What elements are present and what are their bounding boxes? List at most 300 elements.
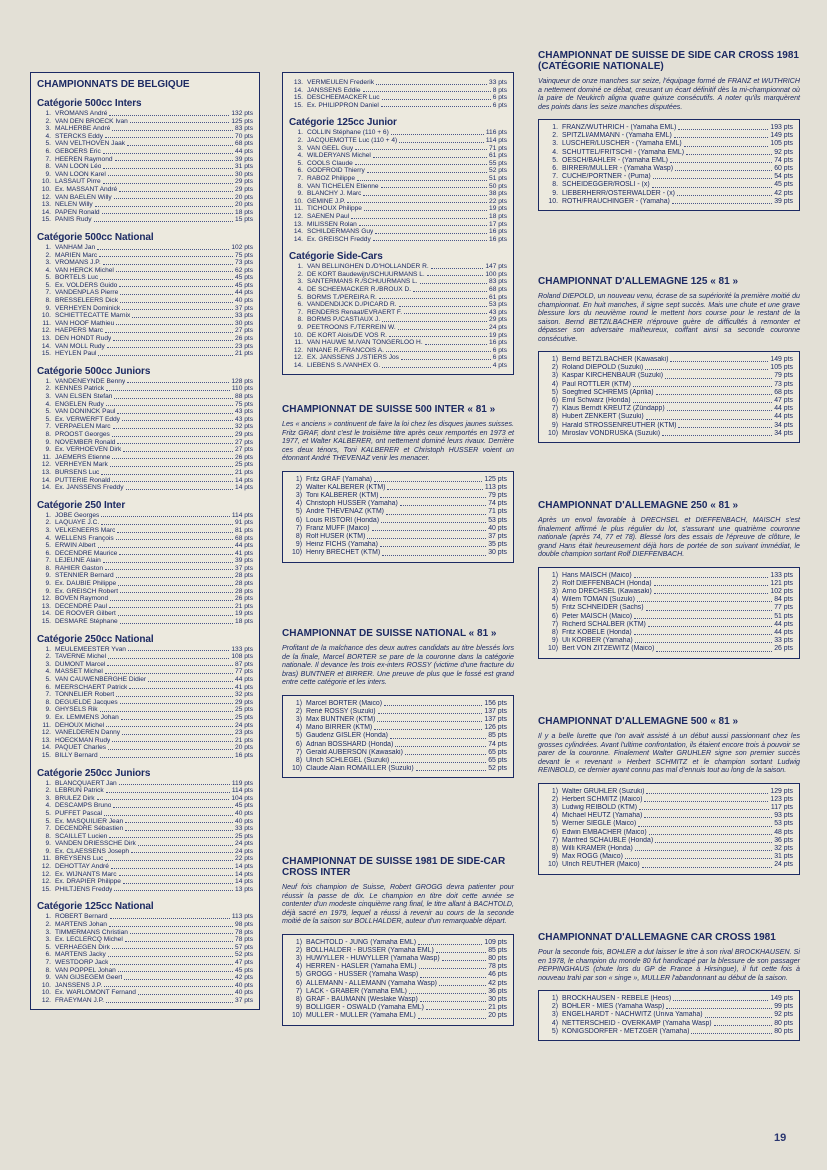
result-name: VERPAELEN Marc — [55, 423, 111, 431]
result-row — [37, 603, 253, 611]
result-rank: 7) — [551, 836, 558, 844]
result-name: DEGUELDE Jacques — [55, 698, 118, 706]
result-name: BOLLHALDER - BUSSER (Yamaha EML) — [306, 946, 434, 954]
result-rank: 5. — [45, 140, 51, 148]
result-rank: 10) — [292, 1012, 302, 1020]
result-row — [289, 102, 507, 110]
result-name: Manfred SCHAUBLE (Honda) — [562, 836, 654, 844]
result-points: 33 pts — [235, 825, 253, 833]
result-rank: 7. — [45, 691, 51, 699]
leader-dots — [357, 180, 487, 181]
section-intro: Vainqueur de onze manches sur seize, l'équipage formé de FRANZ et WUTHRICH a nettement dominé ce débat, creusant un écart définitif dès la mi-championnat où la paire de Neukirch aligna quatre quinze consécutifs. A noter qu'ils marquèrent des points dans les seize manches disputées. — [538, 77, 800, 111]
result-rank: 3) — [551, 372, 558, 380]
result-rank: 9. — [552, 189, 558, 197]
result-rank: 13. — [41, 335, 51, 343]
result-rank: 8. — [297, 182, 303, 190]
result-name: BOHLER - MIES (Yamaha Wasp) — [562, 1003, 665, 1011]
result-row — [289, 988, 507, 996]
result-rank: 9. — [297, 324, 303, 332]
leader-dots — [416, 770, 487, 771]
result-rank: 13. — [41, 201, 51, 209]
result-rank: 4) — [295, 963, 302, 971]
result-name: Christoph HUSSER (Yamaha) — [306, 500, 398, 508]
leader-dots — [122, 734, 233, 735]
result-rank: 3. — [45, 928, 51, 936]
result-row — [289, 324, 507, 332]
result-points: 21 pts — [488, 1004, 507, 1012]
leader-dots — [125, 822, 233, 823]
result-points: 30 pts — [488, 549, 507, 557]
result-rank: 8. — [45, 297, 51, 305]
result-name: Max ROGG (Maico) — [562, 853, 623, 861]
result-points: 61 pts — [489, 293, 507, 301]
leader-dots — [673, 1000, 768, 1001]
result-row — [545, 124, 793, 132]
result-rank: 8. — [45, 832, 51, 840]
result-rank: 5) — [551, 604, 558, 612]
result-rank: 15. — [293, 101, 303, 109]
result-name: OESCH/BAHLER - (Yamaha EML) — [562, 156, 668, 164]
result-rank: 5. — [552, 156, 558, 164]
result-name: Ex. VERHOEVEN Dirk — [55, 446, 122, 454]
leader-dots — [653, 178, 773, 179]
result-rank: 8. — [45, 564, 51, 572]
category-title: Catégorie 250cc National — [37, 633, 154, 645]
result-name: VROMANS J.P. — [55, 259, 101, 267]
leader-dots — [114, 890, 233, 891]
result-name: VERHEYEN Dominick — [55, 304, 121, 312]
result-row — [289, 549, 507, 557]
leader-dots — [117, 443, 233, 444]
result-row — [289, 362, 507, 370]
result-rank: 14. — [293, 86, 303, 94]
result-points: 47 pts — [235, 959, 253, 966]
leader-dots — [386, 514, 486, 515]
leader-dots — [398, 329, 487, 330]
result-row — [37, 484, 253, 492]
leader-dots — [382, 99, 491, 100]
result-rank: 7. — [297, 174, 303, 182]
result-points: 108 pts — [231, 653, 253, 661]
result-points: 44 pts — [774, 405, 793, 413]
leader-dots — [102, 213, 233, 214]
result-row — [37, 557, 253, 565]
result-rank: 7. — [45, 557, 51, 565]
result-name: SCHUTTEL/FRITSCHI - (Yamaha EML) — [562, 148, 685, 156]
result-rank: 5) — [295, 971, 302, 979]
leader-dots — [101, 516, 230, 517]
result-row — [289, 263, 507, 271]
result-rank: 1) — [551, 787, 558, 795]
result-rank: 9. — [45, 304, 51, 312]
result-row — [289, 332, 507, 340]
result-points: 21 pts — [235, 468, 253, 476]
result-row — [37, 959, 253, 967]
result-points: 79 pts — [774, 372, 793, 380]
result-name: MILISSEN Rolan — [307, 220, 357, 228]
leader-dots — [642, 867, 773, 868]
result-points: 83 pts — [489, 278, 507, 286]
leader-dots — [100, 757, 233, 758]
result-row — [37, 936, 253, 944]
result-row — [37, 653, 253, 661]
leader-dots — [127, 382, 229, 383]
result-rank: 4) — [295, 724, 302, 732]
section-title: CHAMPIONNAT D'ALLEMAGNE CAR CROSS 1981 — [538, 932, 776, 943]
result-points: 26 pts — [235, 453, 253, 461]
result-points: 85 pts — [488, 946, 507, 954]
result-name: KÖNIGSDORFER - METZGER (Yamaha) — [562, 1027, 690, 1035]
result-name: PAQUET Charles — [55, 744, 107, 752]
result-row — [289, 724, 507, 732]
leader-dots — [380, 497, 486, 498]
leader-dots — [105, 332, 233, 333]
result-row — [37, 944, 253, 952]
result-name: Gaudenz GISLER (Honda) — [306, 732, 388, 740]
result-row — [545, 430, 793, 438]
result-row — [545, 356, 793, 364]
result-row — [545, 157, 793, 165]
result-points: 147 pts — [485, 263, 507, 271]
result-points: 79 pts — [488, 491, 507, 499]
category-title: Catégorie 125cc Junior — [289, 117, 397, 129]
result-rank: 1. — [45, 913, 51, 921]
result-points: 149 pts — [770, 995, 793, 1002]
result-row — [545, 389, 793, 397]
result-name: Mario BIRRER (KTM) — [306, 724, 373, 732]
result-points: 46 pts — [488, 971, 507, 979]
result-rank: 4. — [45, 400, 51, 408]
result-name: Bert VON ZITZEWITZ (Maico) — [562, 645, 655, 653]
result-name: VAN MOLL Rudy — [55, 342, 105, 350]
belgium-box — [30, 72, 260, 1010]
leader-dots — [103, 264, 233, 265]
result-points: 116 pts — [485, 129, 507, 137]
result-name: HOECKMAN Rudy — [55, 736, 111, 744]
result-rank: 2) — [551, 579, 558, 587]
result-points: 36 pts — [774, 836, 793, 844]
leader-dots — [425, 344, 487, 345]
result-row — [37, 997, 253, 1005]
result-name: LIEBENS S./VANHEX G. — [307, 362, 381, 369]
result-points: 98 pts — [235, 921, 253, 929]
result-rank: 7) — [295, 748, 302, 756]
result-name: MARTENS Johan — [55, 921, 107, 929]
result-points: 25 pts — [235, 706, 253, 714]
result-name: VERHEYEN Mark — [55, 461, 108, 469]
result-name: NELEN Willy — [55, 201, 93, 209]
result-name: SAENEN Paul — [307, 212, 350, 220]
result-rank: 5. — [45, 943, 51, 951]
result-row — [37, 186, 253, 194]
result-row — [545, 149, 793, 157]
result-points: 125 pts — [484, 475, 507, 483]
result-name: VAN HAUWE M./VAN TONGERLOO H. — [307, 339, 423, 347]
result-name: MARTENS Jacky — [55, 951, 106, 959]
result-points: 6 pts — [492, 354, 507, 362]
swiss-national-section — [282, 628, 514, 778]
leader-dots — [638, 826, 772, 827]
result-name: HAEPERS Marc — [55, 327, 103, 335]
result-points: 40 pts — [235, 297, 253, 305]
result-name: Walter KALBERER (KTM) — [306, 483, 386, 491]
result-rank: 8. — [297, 316, 303, 324]
leader-dots — [367, 538, 486, 539]
result-points: 47 pts — [774, 397, 793, 405]
result-row — [37, 825, 253, 833]
result-points: 16 pts — [235, 751, 253, 759]
result-name: VELKENEERS Marc — [55, 526, 116, 534]
result-name: Ex. VOLDERS Guido — [55, 281, 118, 289]
leader-dots — [684, 146, 769, 147]
leader-dots — [106, 390, 230, 391]
section-intro: Les « anciens » continuent de faire la loi chez les disques jaunes suisses. Fritz GRAF, dont c'est le troisième titre après ceux remportés en 1973 et 1977, et Walter KALBERER, ont nettement dominé leurs rivaux. Derrière ces deux ténors, Toni KALBERER et Christoph HUSSER voient un étonnant André THEVENAZ venir les menacer. — [282, 420, 514, 462]
result-row — [37, 714, 253, 722]
leader-dots — [652, 187, 773, 188]
result-name: PAPEN Ronald — [55, 208, 100, 216]
result-name: HERREN - HASLER (Yamaha EML) — [306, 963, 417, 971]
result-points: 105 pts — [770, 140, 793, 148]
result-row — [37, 572, 253, 580]
result-row — [37, 863, 253, 871]
result-row — [37, 446, 253, 454]
result-row — [289, 145, 507, 153]
result-row — [289, 476, 507, 484]
result-name: Ex. LECLERCQ Michel — [55, 936, 123, 944]
result-rank: 9. — [45, 438, 51, 446]
result-row — [545, 837, 793, 845]
result-row — [545, 804, 793, 812]
result-name: Toni KALBERER (KTM) — [306, 491, 379, 499]
result-name: DECENDRE Maurice — [55, 549, 118, 557]
result-points: 42 pts — [235, 974, 253, 982]
result-name: PUTTERIE Ronald — [55, 476, 111, 484]
result-points: 38 pts — [489, 190, 507, 198]
result-rank: 5) — [551, 820, 558, 828]
leader-dots — [380, 546, 486, 547]
result-rank: 11. — [42, 453, 51, 461]
results-box — [282, 695, 514, 779]
result-row — [545, 372, 793, 380]
belgium-cont-rows — [289, 79, 507, 109]
result-rank: 7) — [551, 405, 558, 413]
result-row — [37, 729, 253, 737]
result-name: VROMANS André — [55, 110, 108, 117]
result-name: MASSET Michel — [55, 668, 103, 676]
result-name: VAN TICHELEN Etienne — [307, 182, 379, 190]
result-row — [289, 167, 507, 175]
result-rank: 3) — [551, 1011, 558, 1019]
leader-dots — [379, 298, 487, 299]
result-row — [545, 580, 793, 588]
result-points: 6 pts — [492, 346, 507, 354]
result-rank: 14. — [293, 235, 303, 243]
result-rank: 5. — [297, 293, 303, 301]
result-points: 78 pts — [235, 928, 253, 936]
result-row — [289, 971, 507, 979]
result-points: 40 pts — [235, 989, 253, 997]
result-points: 20 pts — [235, 193, 253, 201]
result-points: 105 pts — [770, 364, 793, 372]
result-rank: 14. — [293, 362, 303, 369]
leader-dots — [375, 233, 487, 234]
result-row — [37, 787, 253, 795]
category-title: Catégorie 125cc National — [37, 901, 154, 913]
result-row — [37, 401, 253, 409]
result-name: VAN LOON Karel — [55, 170, 106, 178]
section-title: CHAMPIONNAT D'ALLEMAGNE 500 « 81 » — [538, 716, 739, 727]
leader-dots — [714, 1025, 773, 1026]
result-points: 53 pts — [488, 516, 507, 524]
result-rank: 9. — [45, 974, 51, 982]
result-row — [37, 848, 253, 856]
category-results — [37, 512, 253, 626]
result-name: Max BUNTNER (KTM) — [306, 715, 376, 723]
leader-dots — [113, 807, 233, 808]
result-row — [37, 951, 253, 959]
result-row — [37, 267, 253, 275]
result-name: DE ROOVER Gilbert — [55, 610, 116, 618]
leader-dots — [120, 294, 233, 295]
leader-dots — [131, 852, 233, 853]
result-points: 92 pts — [774, 148, 793, 156]
result-row — [545, 132, 793, 140]
result-row — [37, 385, 253, 393]
leader-dots — [109, 926, 233, 927]
result-rank: 6. — [45, 951, 51, 959]
result-rank: 9. — [45, 706, 51, 714]
result-rank: 12. — [41, 870, 51, 878]
result-row — [289, 286, 507, 294]
result-name: Herbert SCHMITZ (Maico) — [562, 795, 643, 803]
leader-dots — [117, 532, 233, 533]
result-row — [37, 871, 253, 879]
leader-dots — [108, 956, 233, 957]
leader-dots — [103, 183, 233, 184]
leader-dots — [648, 626, 772, 627]
leader-dots — [645, 369, 768, 370]
result-rank: 10) — [292, 765, 302, 773]
result-row — [289, 741, 507, 749]
result-row — [37, 668, 253, 676]
result-points: 80 pts — [774, 1019, 793, 1027]
result-rank: 8) — [551, 628, 558, 636]
result-row — [289, 708, 507, 716]
result-row — [37, 737, 253, 745]
result-name: SCHILDERMANS Guy — [307, 228, 374, 236]
result-rank: 7. — [45, 155, 51, 163]
result-name: Ex. DAUBIE Philippe — [55, 580, 117, 588]
swiss-sidecar-section — [282, 856, 514, 1026]
result-row — [37, 148, 253, 156]
result-rank: 10. — [293, 197, 303, 205]
result-row — [545, 995, 793, 1003]
result-row — [289, 1004, 507, 1012]
leader-dots — [413, 291, 487, 292]
category-results — [289, 263, 507, 369]
leader-dots — [420, 977, 486, 978]
result-row — [545, 422, 793, 430]
result-rank: 12. — [41, 863, 51, 871]
result-row — [37, 512, 253, 520]
result-name: BORTELS Luc — [55, 274, 99, 282]
result-points: 6 pts — [492, 101, 507, 109]
result-name: VANDENPLAS Pierre — [55, 289, 119, 297]
leader-dots — [106, 792, 230, 793]
leader-dots — [382, 367, 491, 368]
result-rank: 7. — [297, 308, 303, 316]
result-points: 102 pts — [231, 243, 253, 251]
result-row — [37, 378, 253, 386]
result-rank: 5. — [45, 809, 51, 817]
leader-dots — [666, 1008, 772, 1009]
result-rank: 10) — [548, 429, 558, 437]
result-rank: 3) — [551, 587, 558, 595]
result-name: Ludwig REIBOLD (KTM) — [562, 803, 638, 811]
result-row — [289, 301, 507, 309]
result-rank: 3. — [45, 393, 51, 400]
result-name: Ulrich REUTHER (Maico) — [562, 861, 640, 869]
leader-dots — [389, 336, 487, 337]
result-row — [37, 588, 253, 596]
result-name: FRANZ/WUTHRICH - (Yamaha EML) — [562, 124, 677, 131]
result-name: BLANCQUAERT Jan — [55, 779, 117, 787]
result-row — [545, 613, 793, 621]
leader-dots — [635, 850, 772, 851]
result-row — [289, 190, 507, 198]
result-name: Ex. MASSANT André — [55, 185, 118, 193]
leader-dots — [363, 91, 491, 92]
result-rank: 11. — [42, 855, 51, 863]
result-points: 113 pts — [484, 483, 507, 491]
result-points: 24 pts — [235, 721, 253, 729]
section-title: CHAMPIONNAT DE SUISSE 500 INTER « 81 » — [282, 404, 496, 415]
leader-dots — [114, 398, 233, 399]
result-row — [289, 533, 507, 541]
result-points: 33 pts — [235, 312, 253, 320]
result-name: LACK - GRABER (Yamaha EML) — [306, 987, 407, 995]
leader-dots — [122, 309, 233, 310]
result-points: 43 pts — [235, 415, 253, 423]
result-name: VAN HERCK Michel — [55, 266, 114, 274]
result-rank: 4. — [45, 266, 51, 274]
result-row — [545, 829, 793, 837]
result-row — [289, 1012, 507, 1020]
result-name: Uli KORBER (Yamaha) — [562, 637, 633, 645]
result-rank: 2. — [45, 117, 51, 125]
result-row — [37, 194, 253, 202]
result-points: 74 pts — [774, 156, 793, 164]
leader-dots — [378, 713, 483, 714]
result-row — [289, 347, 507, 355]
result-rank: 7. — [45, 423, 51, 431]
leader-dots — [391, 134, 484, 135]
result-rank: 8. — [45, 966, 51, 974]
result-rank: 6. — [297, 167, 303, 175]
result-rank: 10. — [41, 989, 51, 997]
result-points: 37 pts — [235, 996, 253, 1004]
result-name: Ex. LEMMENS Johan — [55, 713, 119, 721]
leader-dots — [390, 738, 486, 739]
category-results — [37, 244, 253, 358]
result-rank: 2. — [297, 136, 303, 144]
result-name: LUSCHER/LUSCHER - (Yamaha EML) — [562, 140, 682, 148]
leader-dots — [656, 394, 773, 395]
result-points: 65 pts — [488, 756, 507, 764]
result-rank: 4. — [45, 668, 51, 676]
result-name: GRAF - BAUMANN (Weslake Wasp) — [306, 995, 418, 1003]
result-points: 117 pts — [770, 803, 793, 811]
